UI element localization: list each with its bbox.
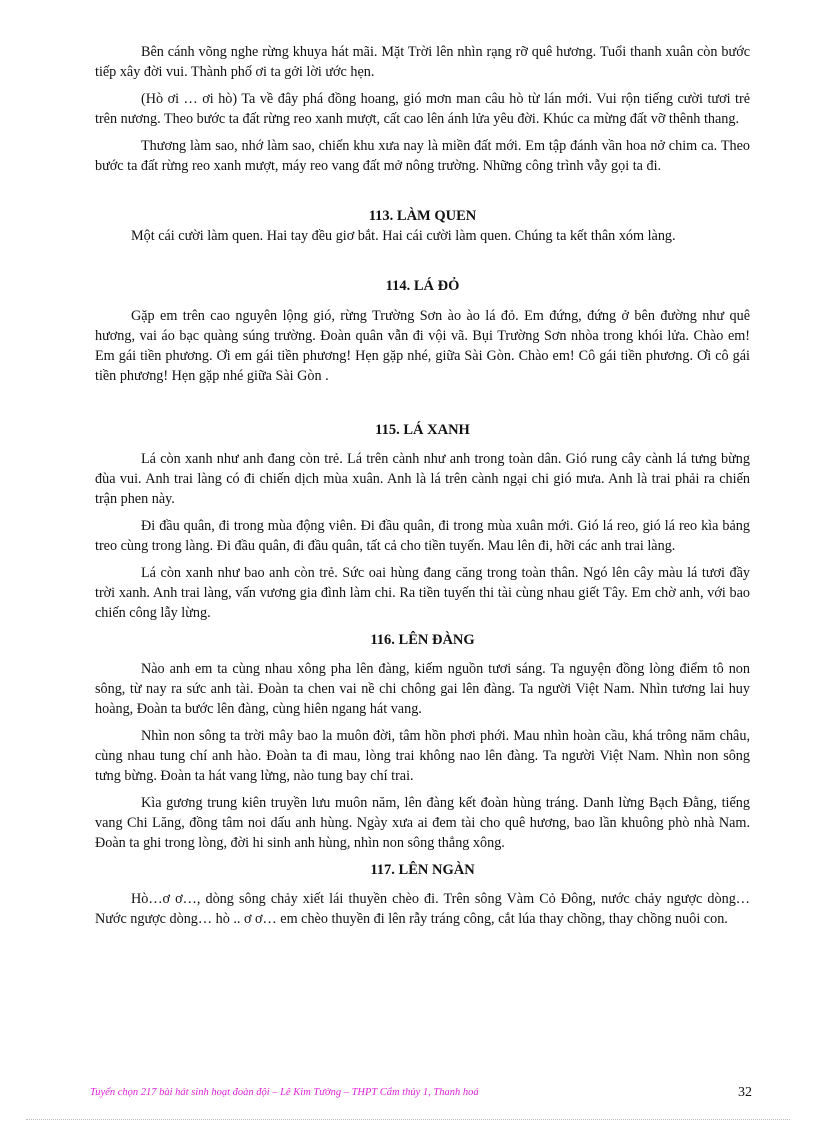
intro-paragraph: Thương làm sao, nhớ làm sao, chiến khu xưa nay là miền đất mới. Em tập đánh vần hoa nở chim ca. Theo bước ta đất rừng reo xanh mượt, máy reo vang đất mở nông trường. Những công trình vẫy gọi ta đi. [95,138,750,174]
song-paragraph: Nhìn non sông ta trời mây bao la muôn đời, tâm hồn phơi phới. Mau nhìn hoàn cầu, khá trông năm châu, cùng nhau tung chí anh hào. Đoàn ta đi mau, lòng trai không nao lên đàng. Ta người Việt Nam. Nhìn non sông tưng bừng. Đoàn ta hát vang lừng, nào tung bay chí trai. [95,728,750,784]
footer-divider [26,1119,790,1120]
page-footer [90,1085,752,1105]
song-paragraph: Lá còn xanh như bao anh còn trẻ. Sức oai hùng đang căng trong toàn thân. Ngó lên cây màu lá tươi đầy trời xanh. Anh trai làng, vấn vương gia đình làm chi. Ra tiền tuyến thi tài cùng nhau giết Tây. Em chờ anh, với bao chiến công lẫy lừng. [95,565,750,621]
song-title-113: 113. LÀM QUEN [368,208,477,224]
song-title-117: 117. LÊN NGÀN [370,862,475,878]
footer-text: Tuyển chọn 217 bài hát sinh hoạt đoàn đội – Lê Kim Tường – THPT Cẩm thủy 1, Thanh hoá [90,1087,479,1098]
page-number: 32 [738,1085,752,1100]
page-content [95,42,750,936]
song-title-116: 116. LÊN ĐÀNG [370,632,475,648]
song-paragraph: Nào anh em ta cùng nhau xông pha lên đàng, kiếm nguồn tươi sáng. Ta nguyện đồng lòng điểm tô non sông, từ nay ra sức anh tài. Đoàn ta chen vai nề chi chông gai lên đàng. Ta người Việt Nam. Nhìn tương lai huy hoàng, Đoàn ta bước lên đàng, cùng hiên ngang hát vang. [95,661,750,717]
song-paragraph: Gặp em trên cao nguyên lộng gió, rừng Trường Sơn ào ào lá đỏ. Em đứng, đứng ở bên đường như quê hương, vai áo bạc quàng súng trường. Đoàn quân vẫn đi vội vã. Bụi Trường Sơn nhòa trong khói lửa. Chào em! Em gái tiền phương. Ơi em gái tiền phương! Hẹn gặp nhé, giữa Sài Gòn. Chào em! Cô gái tiền phương. Ơi cô gái tiền phương! Hẹn gặp nhé giữa Sài Gòn . [95,308,750,384]
song-paragraph: Hò…ơ ơ…, dòng sông chảy xiết lái thuyền chèo đi. Trên sông Vàm Cỏ Đông, nước chảy ngược dòng… Nước ngược dòng… hò .. ơ ơ… em chèo thuyền đi lên rẫy tráng công, cắt lúa thay chồng, thay chồng nuôi con. [95,891,750,927]
song-title-114: 114. LÁ ĐỎ [385,278,460,294]
song-paragraph: Một cái cười làm quen. Hai tay đều giơ bắt. Hai cái cười làm quen. Chúng ta kết thân xóm làng. [131,228,676,244]
song-paragraph: Đi đầu quân, đi trong mùa động viên. Đi đầu quân, đi trong mùa xuân mới. Gió lá reo, gió lá reo kìa bảng treo cùng trong làng. Đi đầu quân, đi đầu quân, tất cả cho tiền tuyến. Mau lên đi, hỡi các anh trai làng. [95,518,750,554]
song-title-115: 115. LÁ XANH [375,422,470,438]
song-paragraph: Kìa gương trung kiên truyền lưu muôn năm, lên đàng kết đoàn hùng tráng. Danh lừng Bạch Đằng, tiếng vang Chi Lăng, đồng tâm noi dấu anh hùng. Ngày xưa ai đem tài cho quê hương, bao lần khuông phò nhà Nam. Đoàn ta ghi trong lòng, đời hi sinh anh hùng, nhìn non sông thẳng xông. [95,795,750,851]
intro-paragraph: Bên cánh võng nghe rừng khuya hát mãi. Mặt Trời lên nhìn rạng rỡ quê hương. Tuổi thanh xuân còn bước tiếp xây đời vui. Thành phố ơi ta gởi lời ước hẹn. [95,44,750,80]
song-paragraph: Lá còn xanh như anh đang còn trẻ. Lá trên cành như anh trong toàn dân. Gió rung cây cành lá tưng bừng đùa vui. Anh trai làng có đi chiến dịch mùa xuân. Anh là lá trên cành ngại chi gió mưa. Anh là trai phải ra chiến trận phen này. [95,451,750,507]
intro-paragraph: (Hò ơi … ơi hò) Ta về đây phá đồng hoang, gió mơn man câu hò từ lán mới. Vui rộn tiếng cười tươi trẻ trên nương. Theo bước ta đất rừng reo xanh mượt, cất cao lên ánh lửa yêu đời. Khúc ca mừng đất vỡ thênh thang. [95,91,750,127]
